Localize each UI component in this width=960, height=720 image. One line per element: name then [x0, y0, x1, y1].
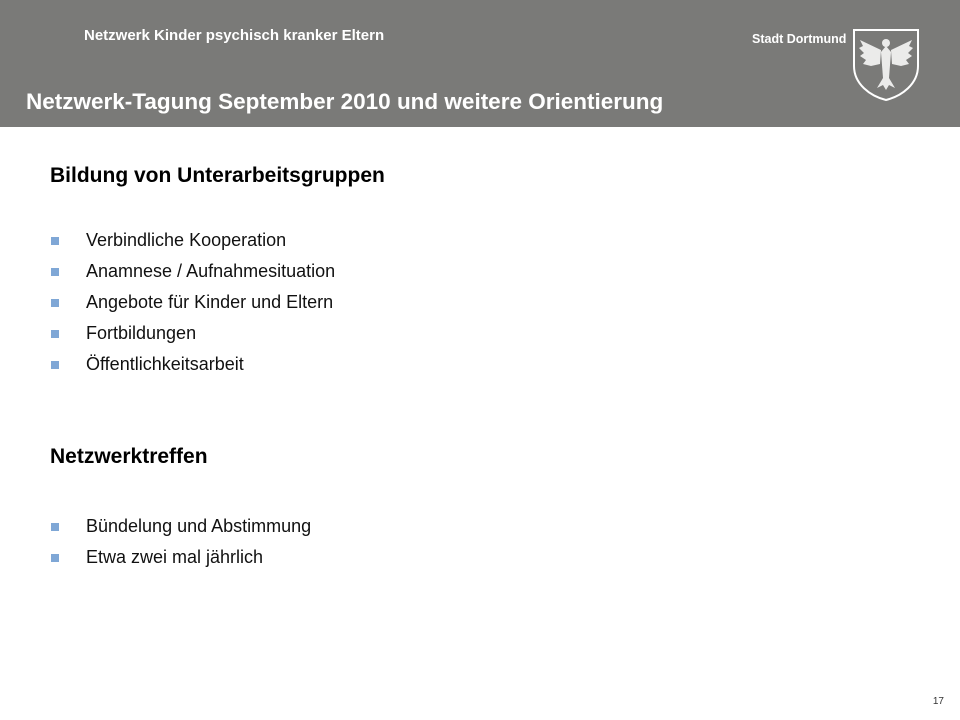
list-item-text: Etwa zwei mal jährlich	[86, 547, 264, 567]
list-item-text: Bündelung und Abstimmung	[86, 516, 312, 536]
bullet-square-icon	[51, 361, 59, 369]
section-heading-unterarbeitsgruppen: Bildung von Unterarbeitsgruppen	[50, 164, 385, 187]
network-name: Netzwerk Kinder psychisch kranker Eltern	[84, 27, 385, 44]
list-item-text: Anamnese / Aufnahmesituation	[86, 261, 336, 281]
section-heading-netzwerktreffen: Netzwerktreffen	[50, 445, 208, 468]
list-item-text: Verbindliche Kooperation	[86, 230, 287, 250]
bullet-square-icon	[51, 268, 59, 276]
bullet-square-icon	[51, 554, 59, 562]
slide-title: Netzwerk-Tagung September 2010 und weitere Orientierung	[26, 89, 664, 114]
city-name: Stadt Dortmund	[752, 32, 847, 46]
page-number: 17	[932, 696, 944, 707]
bullet-square-icon	[51, 523, 59, 531]
list-item-text: Öffentlichkeitsarbeit	[86, 354, 244, 374]
list-item-text: Angebote für Kinder und Eltern	[86, 292, 334, 312]
bullet-square-icon	[51, 299, 59, 307]
list-item-text: Fortbildungen	[86, 323, 197, 343]
bullet-square-icon	[51, 237, 59, 245]
bullet-square-icon	[51, 330, 59, 338]
